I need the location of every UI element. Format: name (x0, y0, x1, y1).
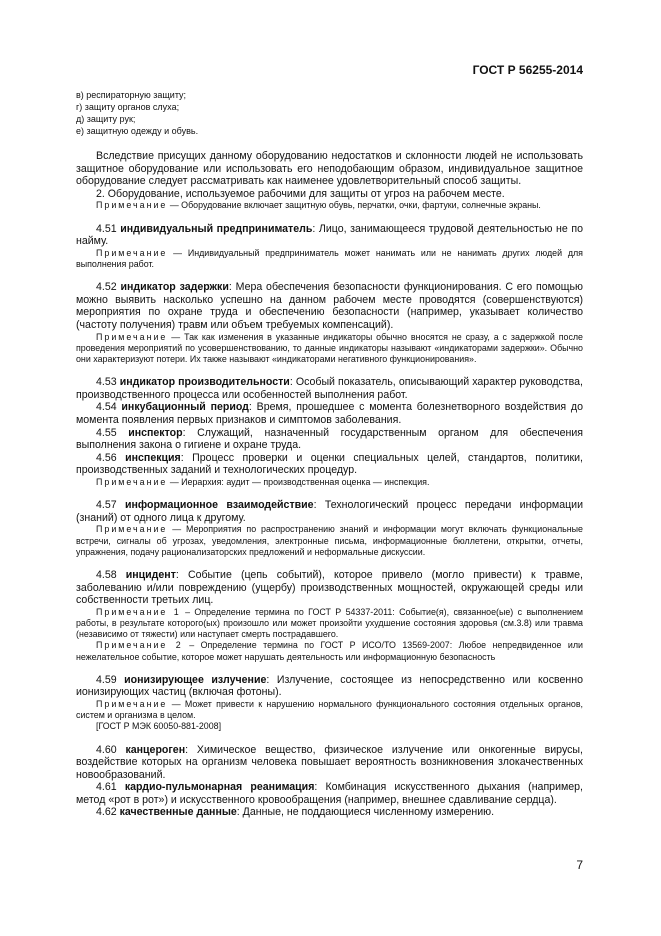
note: Примечание — Индивидуальный предприниматель может нанимать или не нанимать других людей для выполнения работ. (76, 247, 583, 269)
term-title: информационное взаимодействие (124, 499, 314, 512)
note: Примечание — Может привести к нарушению нормального функционального состояния отдельных органов, систем и организма в целом. (76, 698, 583, 721)
term-title: ионизирующее излучение (124, 673, 267, 686)
term-4-52: 4.52 индикатор задержки: Мера обеспечения безопасности функционирования. С его помощью можно выявить насколько успешно на данном рабочем месте проводятся (совершенствуются) мероприятия по охране труда и обеспечению безопасности (например, указывает количество (частоту получения) травм или объем требуемых компенсаций). (76, 281, 583, 331)
term-title: инспекция (125, 451, 181, 464)
term-4-55: 4.55 инспектор: Служащий, назначенный государственным органом для обеспечения выполнения закона о гигиене и охране труда. (76, 426, 583, 452)
term-title: инцидент (125, 568, 176, 581)
term-title: инспектор (128, 426, 183, 439)
term-4-61: 4.61 кардио-пульмонарная реанимация: Комбинация искусственного дыхания (например, метод «рот в рот») и искусственного кровообращения (например, внешнее сдавливание сердца). (76, 781, 584, 806)
list-item: в) респираторную защиту; (76, 90, 187, 100)
intro-paragraph: Вследствие присущих данному оборудованию недостатков и склонности людей не использовать защитное оборудование или использовать его неподобающим образом, индивидуальное защитное оборудование следует рассматривать как наименее удовлетворительный способ защиты. (76, 150, 583, 188)
term-4-53: 4.53 индикатор производительности: Особый показатель, описывающий характер руководства, производственного процесса или особенностей выполнения работ. (76, 376, 583, 401)
list-item: е) защитную одежду и обувь. (76, 126, 199, 136)
note: Примечание — Иерархия: аудит — производственная оценка — инспекция. (96, 476, 430, 487)
note: Примечание — Мероприятия по распространению знаний и информации могут включать функциональные встречи, сигналы об угрозах, уведомления, электронные письма, информационные бюллетени, открытки, отчеты, упражнения, подачу рационализаторских предложений и неформальные дискуссии. (76, 524, 583, 557)
term-title: индикатор производительности (119, 376, 290, 389)
term-title: кардио-пульмонарная реанимация (124, 781, 315, 794)
term-title: качественные данные (119, 806, 237, 819)
term-title: инкубационный период (121, 401, 249, 414)
term-4-57: 4.57 информационное взаимодействие: Технологический процесс передачи информации (знаний) от одного лица к другому. (76, 499, 584, 524)
term-4-56: 4.56 инспекция: Процесс проверки и оценки специальных целей, стандартов, политики, производственных заданий и технологических процедур. (76, 451, 583, 477)
term-title: индивидуальный предприниматель (120, 222, 313, 235)
protection-list (76, 89, 583, 137)
term-4-59: 4.59 ионизирующее излучение: Излучение, состоящее из непосредственно или косвенно ионизирующих частиц (включая фотоны). (76, 673, 583, 699)
term-4-58: 4.58 инцидент: Событие (цепь событий), которое привело (могло привести) к травме, заболеванию и/или повреждению (ущербу) производственных мощностей, окружающей среды или собственности третьих лиц. (76, 568, 583, 607)
term-title: индикатор задержки (120, 281, 229, 294)
list-item: г) защиту органов слуха; (76, 102, 180, 112)
note-label: Примечание (96, 200, 168, 211)
note: Примечание — Так как изменения в указанные индикаторы обычно вносятся не сразу, а с задержкой после проведения мероприятий по усовершенствованию, то данные индикаторы называют «индикаторами задержки». Обычно они характеризуют потери. Их также называют «индикаторами негативного функционирования». (76, 331, 583, 364)
list-item: д) защиту рук; (76, 114, 136, 124)
term-4-60: 4.60 канцероген: Химическое вещество, физическое излучение или онкогенные вирусы, воздействие которых на организм человека повышает вероятность возникновения злокачественных новообразований. (76, 743, 583, 781)
reference: [ГОСТ Р МЭК 60050-881-2008] (96, 721, 222, 732)
note-2: Примечание 2 – Определение термина по ГОСТ Р ИСО/ТО 13569-2007: Любое непредвиденное или нежелательное событие, которое может нарушать деятельность или информационную безопасность (76, 640, 583, 662)
page-number: 7 (576, 858, 583, 872)
term-title: канцероген (125, 743, 186, 756)
document-code-header: ГОСТ Р 56255-2014 (472, 63, 583, 77)
term-4-54: 4.54 инкубационный период: Время, прошедшее с момента болезнетворного воздействия до момента появления первых признаков и симптомов заболевания. (76, 401, 583, 426)
term-4-51: 4.51 индивидуальный предприниматель: Лицо, занимающееся трудовой деятельностью не по найму. (76, 222, 583, 248)
note: Примечание — Оборудование включает защитную обувь, перчатки, очки, фартуки, солнечные экраны. (96, 200, 541, 211)
term-4-62: 4.62 качественные данные: Данные, не поддающиеся численному измерению. (96, 806, 495, 819)
note-1: Примечание 1 – Определение термина по ГОСТ Р 54337-2011: Событие(я), связанное(ые) с выполнением работы, в результате которого(ых) произошло или может произойти ухудшение состояния здоровья (см.3.8) или травма (независимо от тяжести) или наступает смерть пострадавшего. (76, 606, 583, 640)
definition-paragraph-2: 2. Оборудование, используемое рабочими для защиты от угроз на рабочем месте. (96, 187, 505, 200)
